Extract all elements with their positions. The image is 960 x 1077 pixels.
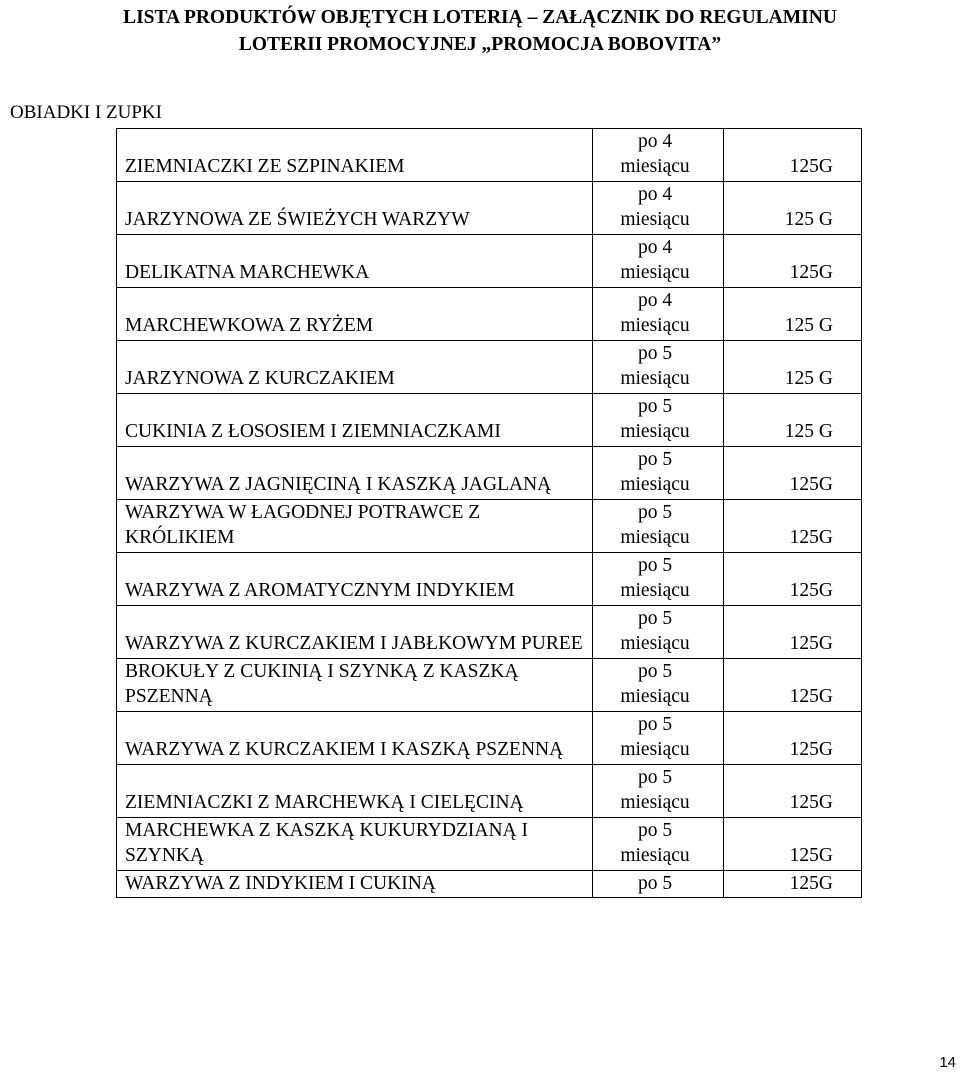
age-line-2: miesiącu — [620, 421, 690, 442]
table-row — [117, 553, 862, 606]
weight-cell: 125G — [724, 818, 862, 871]
section-heading: OBIADKI I ZUPKI — [10, 102, 162, 123]
age-line-1: po 5 — [637, 820, 673, 841]
weight-cell: 125G — [724, 659, 862, 712]
age-line-2: miesiącu — [620, 474, 690, 495]
age-line-1: po 5 — [637, 555, 673, 576]
age-line-1: po 4 — [637, 184, 673, 205]
weight-cell: 125G — [724, 871, 862, 898]
age-line-1: po 4 — [637, 237, 673, 258]
age-cell — [593, 341, 724, 394]
age-line-2: miesiącu — [620, 209, 690, 230]
title-line-1: LISTA PRODUKTÓW OBJĘTYCH LOTERIĄ – ZAŁĄCZNIK DO REGULAMINU — [123, 7, 837, 28]
table-row — [117, 659, 862, 712]
table-row — [117, 606, 862, 659]
weight-cell: 125G — [724, 447, 862, 500]
page-number: 14 — [939, 1054, 956, 1071]
product-name: WARZYWA Z KURCZAKIEM I JABŁKOWYM PUREE — [117, 606, 593, 659]
age-cell — [593, 235, 724, 288]
product-name: CUKINIA Z ŁOSOSIEM I ZIEMNIACZKAMI — [117, 394, 593, 447]
title-line-2: LOTERII PROMOCYJNEJ „PROMOCJA BOBOVITA” — [238, 34, 722, 55]
product-name: WARZYWA Z KURCZAKIEM I KASZKĄ PSZENNĄ — [117, 712, 593, 765]
table-row — [117, 288, 862, 341]
product-name: BROKUŁY Z CUKINIĄ I SZYNKĄ Z KASZKĄ PSZENNĄ — [117, 659, 593, 712]
table-row — [117, 447, 862, 500]
age-line-2: miesiącu — [620, 633, 690, 654]
weight-cell: 125G — [724, 553, 862, 606]
age-line-1: po 5 — [637, 502, 673, 523]
age-line-2: miesiącu — [620, 792, 690, 813]
table-row — [117, 500, 862, 553]
age-line-1: po 5 — [637, 873, 673, 894]
age-cell — [593, 500, 724, 553]
age-cell — [593, 818, 724, 871]
weight-cell: 125G — [724, 500, 862, 553]
age-line-1: po 5 — [637, 714, 673, 735]
table-row — [117, 712, 862, 765]
weight-cell: 125G — [724, 765, 862, 818]
age-line-1: po 5 — [637, 608, 673, 629]
product-name: ZIEMNIACZKI ZE SZPINAKIEM — [117, 129, 593, 182]
age-line-1: po 5 — [637, 767, 673, 788]
age-line-2: miesiącu — [620, 315, 690, 336]
age-line-1: po 4 — [637, 290, 673, 311]
age-line-2: miesiącu — [620, 845, 690, 866]
weight-cell: 125G — [724, 712, 862, 765]
age-cell — [593, 288, 724, 341]
age-line-2: miesiącu — [620, 580, 690, 601]
age-line-2: miesiącu — [620, 156, 690, 177]
age-line-1: po 5 — [637, 661, 673, 682]
age-cell — [593, 659, 724, 712]
document-title — [0, 4, 960, 58]
table-row — [117, 818, 862, 871]
age-cell — [593, 765, 724, 818]
weight-cell: 125 G — [724, 394, 862, 447]
weight-cell: 125G — [724, 235, 862, 288]
age-cell — [593, 394, 724, 447]
product-name: WARZYWA Z AROMATYCZNYM INDYKIEM — [117, 553, 593, 606]
weight-cell: 125 G — [724, 182, 862, 235]
age-cell — [593, 606, 724, 659]
weight-cell: 125G — [724, 606, 862, 659]
age-line-1: po 5 — [637, 449, 673, 470]
product-name: WARZYWA W ŁAGODNEJ POTRAWCE Z KRÓLIKIEM — [117, 500, 593, 553]
age-line-1: po 5 — [637, 396, 673, 417]
product-name: JARZYNOWA ZE ŚWIEŻYCH WARZYW — [117, 182, 593, 235]
age-line-2: miesiącu — [620, 739, 690, 760]
product-name: WARZYWA Z INDYKIEM I CUKINĄ — [117, 871, 593, 898]
age-line-2: miesiącu — [620, 527, 690, 548]
table-row — [117, 871, 862, 898]
table-row — [117, 235, 862, 288]
table-row — [117, 394, 862, 447]
age-line-2: miesiącu — [620, 368, 690, 389]
age-cell — [593, 129, 724, 182]
age-cell — [593, 871, 724, 898]
weight-cell: 125 G — [724, 288, 862, 341]
table-row — [117, 129, 862, 182]
age-cell — [593, 182, 724, 235]
table-row — [117, 341, 862, 394]
product-name: MARCHEWKA Z KASZKĄ KUKURYDZIANĄ I SZYNKĄ — [117, 818, 593, 871]
product-name: JARZYNOWA Z KURCZAKIEM — [117, 341, 593, 394]
weight-cell: 125 G — [724, 341, 862, 394]
product-name: ZIEMNIACZKI Z MARCHEWKĄ I CIELĘCINĄ — [117, 765, 593, 818]
age-line-1: po 5 — [637, 343, 673, 364]
table-row — [117, 765, 862, 818]
product-table — [116, 128, 862, 898]
age-line-2: miesiącu — [620, 262, 690, 283]
age-line-2: miesiącu — [620, 686, 690, 707]
table-row — [117, 182, 862, 235]
age-line-1: po 4 — [637, 131, 673, 152]
product-name: MARCHEWKOWA Z RYŻEM — [117, 288, 593, 341]
age-cell — [593, 712, 724, 765]
product-name: WARZYWA Z JAGNIĘCINĄ I KASZKĄ JAGLANĄ — [117, 447, 593, 500]
product-name: DELIKATNA MARCHEWKA — [117, 235, 593, 288]
age-cell — [593, 553, 724, 606]
age-cell — [593, 447, 724, 500]
weight-cell: 125G — [724, 129, 862, 182]
